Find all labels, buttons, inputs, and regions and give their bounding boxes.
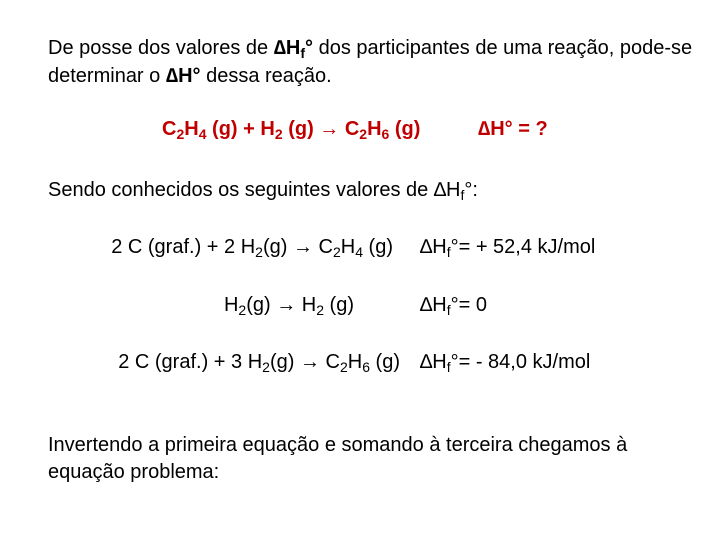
- formation-equation-2: $H_2(g) \to H_2$ (g): [223, 294, 354, 318]
- enthalpy-value-3: $\Delta H_f^\circ= - 84,0$ kJ/mol: [420, 351, 591, 375]
- delta-h-degree: ∆H°: [165, 65, 201, 87]
- target-reaction: $C_2H_4$ $(g) + H_2$ $(g) \to C_2H_6$ (g): [162, 118, 421, 142]
- formation-equation-1: 2 C (graf.) + 2 $H_2(g) \to C_2H_4$ (g): [111, 236, 393, 260]
- subscript-f: f: [300, 45, 306, 61]
- intro-text-3: dessa reação.: [200, 65, 332, 87]
- intro-paragraph: [48, 34, 698, 90]
- target-delta-h: ∆H° = ?: [478, 118, 548, 140]
- delta-h-symbol: ∆H: [273, 37, 301, 59]
- enthalpy-value-1: $\Delta H_f^\circ= + 52,4$ kJ/mol: [420, 236, 596, 260]
- formation-equation-3: 2 C (graf.) + 3 $H_2(g) \to C_2H_6$ (g): [118, 351, 400, 375]
- intro-text-2: dos participantes de uma reação, pode-se determinar o: [48, 37, 693, 87]
- conclusion-paragraph: Invertendo a primeira equação e somando à terceira chegamos à equação problema:: [48, 434, 628, 483]
- enthalpy-value-2: $\Delta H_f^\circ= 0$: [420, 294, 487, 318]
- degree-symbol: °: [305, 37, 314, 59]
- known-values-paragraph: Sendo conhecidos os seguintes valores de $\Delta H_f^\circ$:: [48, 179, 478, 203]
- intro-text-1: De posse dos valores de: [48, 37, 274, 59]
